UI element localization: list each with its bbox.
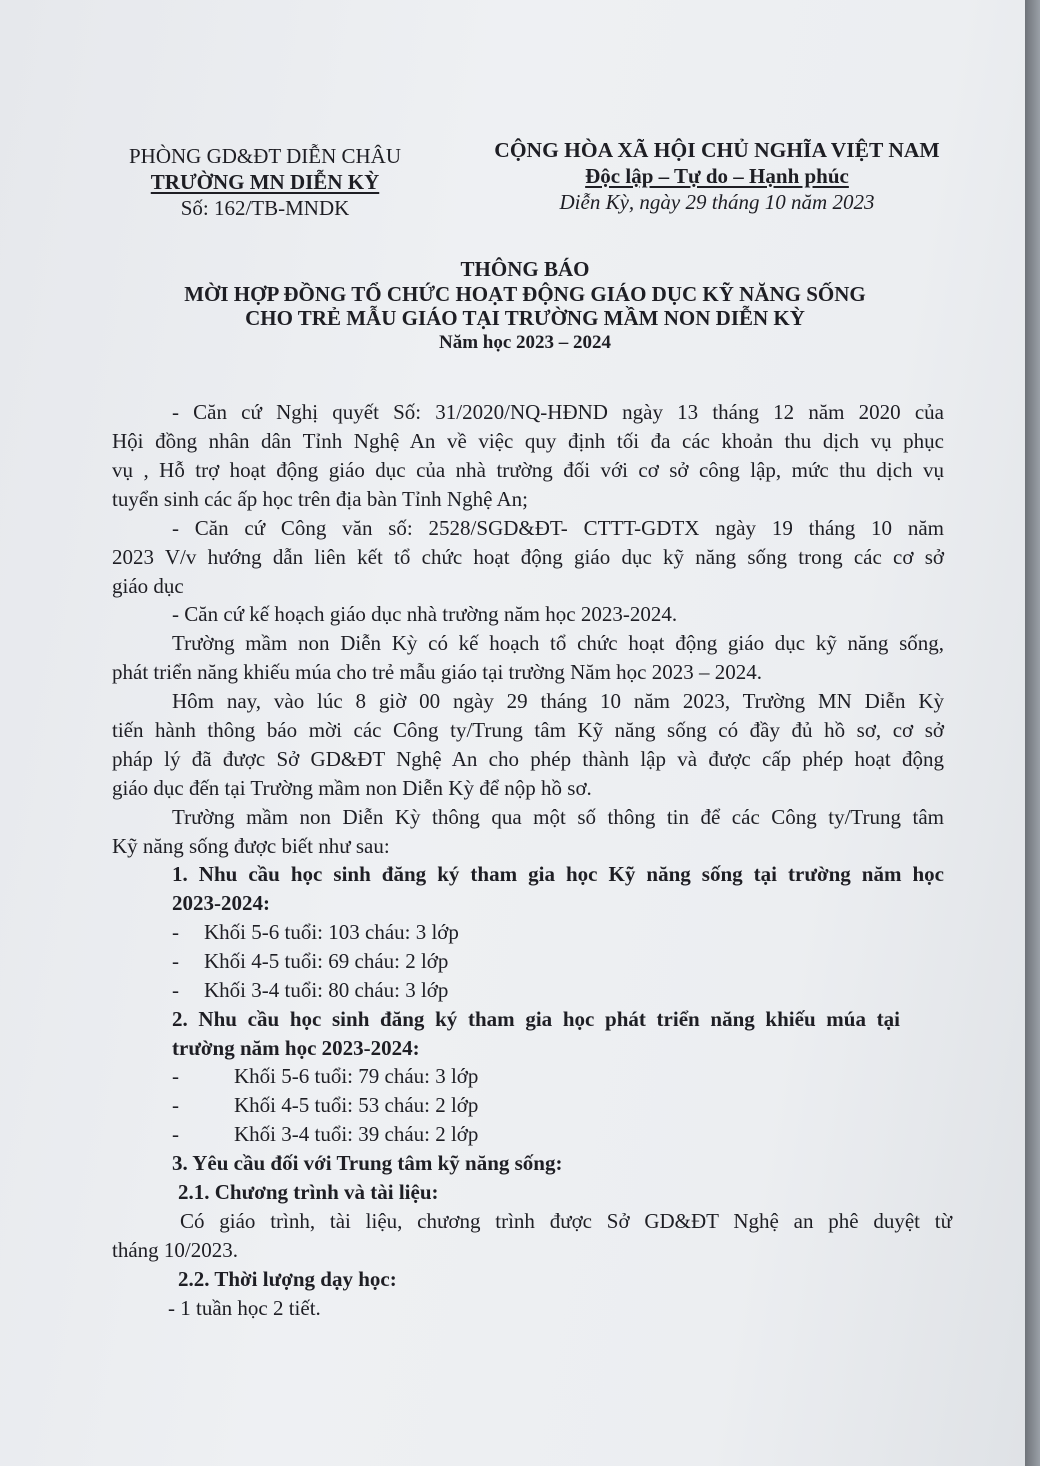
document-number: Số: 162/TB-MNDK bbox=[180, 196, 350, 220]
body-line: pháp lý đã được Sở GD&ĐT Nghệ An cho phép thành lập và được cấp phép hoạt động bbox=[112, 747, 944, 771]
national-title: CỘNG HÒA XÃ HỘI CHỦ NGHĨA VIỆT NAM bbox=[494, 138, 940, 162]
header-left bbox=[115, 143, 415, 221]
section-1-heading-cont: 2023-2024: bbox=[172, 891, 270, 915]
list-item: - Khối 5-6 tuổi: 79 cháu: 3 lớp bbox=[172, 1064, 479, 1088]
body-line: phát triển năng khiếu múa cho trẻ mẫu giáo tại trường Năm học 2023 – 2024. bbox=[112, 660, 762, 684]
list-item: - Khối 3-4 tuổi: 80 cháu: 3 lớp bbox=[172, 978, 449, 1002]
body-line: vụ , Hỗ trợ hoạt động giáo dục của nhà trường đối với cơ sở công lập, mức thu dịch vụ bbox=[112, 458, 944, 482]
body-line: tháng 10/2023. bbox=[112, 1238, 238, 1262]
header-right bbox=[478, 137, 956, 215]
list-item: - Khối 4-5 tuổi: 69 cháu: 2 lớp bbox=[172, 949, 449, 973]
national-motto: Độc lập – Tự do – Hạnh phúc bbox=[585, 164, 849, 188]
section-1-heading: 1. Nhu cầu học sinh đăng ký tham gia học Kỹ năng sống tại trường năm học bbox=[172, 862, 944, 886]
body-line: giáo dục đến tại Trường mầm non Diễn Kỳ để nộp hồ sơ. bbox=[112, 776, 592, 800]
list-dash: - bbox=[172, 978, 179, 1002]
section-2-heading: 2. Nhu cầu học sinh đăng ký tham gia học phát triển năng khiếu múa tại bbox=[172, 1007, 900, 1031]
place-date: Diễn Kỳ, ngày 29 tháng 10 năm 2023 bbox=[559, 190, 875, 214]
body-line: tuyển sinh các ấp học trên địa bàn Tỉnh Nghệ An; bbox=[112, 487, 529, 511]
list-dash: - bbox=[172, 920, 179, 944]
title-line-1: THÔNG BÁO bbox=[460, 257, 590, 281]
body-line: 2023 V/v hướng dẫn liên kết tổ chức hoạt động giáo dục kỹ năng sống trong các cơ sở bbox=[112, 545, 944, 569]
subsection-2-1-heading: 2.1. Chương trình và tài liệu: bbox=[178, 1180, 439, 1204]
body-line: - Căn cứ kế hoạch giáo dục nhà trường năm học 2023-2024. bbox=[172, 602, 678, 626]
body-line: - Căn cứ Công văn số: 2528/SGD&ĐT- CTTT-GDTX ngày 19 tháng 10 năm bbox=[172, 516, 944, 540]
list-dash: - bbox=[172, 1093, 179, 1117]
list-item: - Khối 5-6 tuổi: 103 cháu: 3 lớp bbox=[172, 920, 459, 944]
title-year: Năm học 2023 – 2024 bbox=[438, 331, 612, 353]
section-2-heading-cont: trường năm học 2023-2024: bbox=[172, 1036, 420, 1060]
list-item: - Khối 4-5 tuổi: 53 cháu: 2 lớp bbox=[172, 1093, 479, 1117]
body-line: giáo dục bbox=[112, 574, 184, 598]
page-edge-shadow bbox=[1025, 0, 1040, 1466]
list-dash: - bbox=[172, 949, 179, 973]
body-line: Hôm nay, vào lúc 8 giờ 00 ngày 29 tháng 10 năm 2023, Trường MN Diễn Kỳ bbox=[172, 689, 944, 713]
body-line: Trường mầm non Diễn Kỳ thông qua một số thông tin để các Công ty/Trung tâm bbox=[172, 805, 944, 829]
list-dash: - bbox=[172, 1064, 179, 1088]
body-line: tiến hành thông báo mời các Công ty/Trung tâm Kỹ năng sống có đầy đủ hồ sơ, cơ sở bbox=[112, 718, 944, 742]
body-line: Có giáo trình, tài liệu, chương trình được Sở GD&ĐT Nghệ an phê duyệt từ bbox=[180, 1209, 952, 1233]
list-dash: - bbox=[172, 1122, 179, 1146]
body-line: - Căn cứ Nghị quyết Số: 31/2020/NQ-HĐND ngày 13 tháng 12 năm 2020 của bbox=[172, 400, 944, 424]
list-item: - Khối 3-4 tuổi: 39 cháu: 2 lớp bbox=[172, 1122, 479, 1146]
body-line: - 1 tuần học 2 tiết. bbox=[168, 1296, 321, 1320]
section-3-heading: 3. Yêu cầu đối với Trung tâm kỹ năng sống: bbox=[172, 1151, 563, 1175]
subsection-2-2-heading: 2.2. Thời lượng dạy học: bbox=[178, 1267, 397, 1291]
body-line: Hội đồng nhân dân Tỉnh Nghệ An về việc quy định tối đa các khoản thu dịch vụ phục bbox=[112, 429, 944, 453]
notice-title bbox=[60, 257, 990, 355]
title-line-3: CHO TRẺ MẪU GIÁO TẠI TRƯỜNG MẦM NON DIỄN KỲ bbox=[245, 306, 805, 330]
body-line: Trường mầm non Diễn Kỳ có kế hoạch tổ chức hoạt động giáo dục kỹ năng sống, bbox=[172, 631, 944, 655]
body-line: Kỹ năng sống được biết như sau: bbox=[112, 834, 390, 858]
title-line-2: MỜI HỢP ĐỒNG TỔ CHỨC HOẠT ĐỘNG GIÁO DỤC KỸ NĂNG SỐNG bbox=[184, 281, 866, 306]
school-name: TRƯỜNG MN DIỄN KỲ bbox=[150, 170, 380, 194]
department-name: PHÒNG GD&ĐT DIỄN CHÂU bbox=[128, 144, 402, 168]
